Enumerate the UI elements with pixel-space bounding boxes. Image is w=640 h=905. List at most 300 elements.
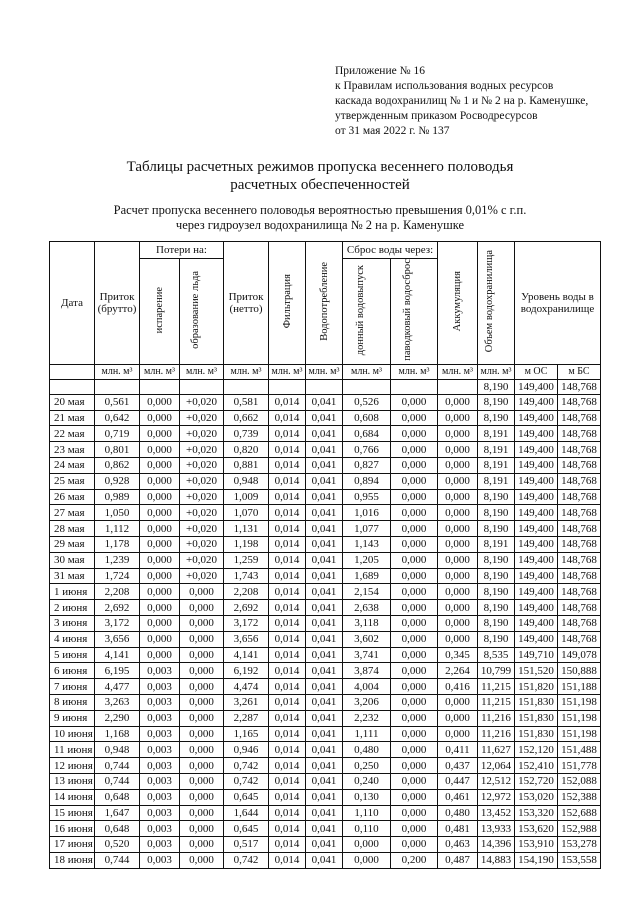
value-cell: 0,481 bbox=[438, 821, 478, 837]
value-cell: 0,000 bbox=[140, 552, 180, 568]
value-cell: 8,190 bbox=[478, 410, 515, 426]
value-cell: 149,400 bbox=[515, 521, 558, 537]
value-cell: 0,003 bbox=[140, 679, 180, 695]
value-cell: 0,000 bbox=[391, 442, 438, 458]
value-cell: 0,520 bbox=[95, 837, 140, 853]
value-cell: 0,000 bbox=[391, 410, 438, 426]
value-cell: 0,003 bbox=[140, 694, 180, 710]
bottom-outlet-label: донный водовыпуск bbox=[354, 264, 366, 355]
value-cell: 3,656 bbox=[224, 631, 269, 647]
unit-cell: млн. м³ bbox=[438, 364, 478, 379]
value-cell: 0,041 bbox=[306, 584, 343, 600]
value-cell: 1,110 bbox=[343, 805, 391, 821]
value-cell: 3,118 bbox=[343, 615, 391, 631]
col-header-losses: Потери на: bbox=[140, 242, 224, 259]
value-cell: 3,741 bbox=[343, 647, 391, 663]
value-cell: 0,581 bbox=[224, 394, 269, 410]
value-cell: 0,000 bbox=[140, 584, 180, 600]
value-cell: 0,000 bbox=[438, 552, 478, 568]
value-cell: 0,014 bbox=[269, 552, 306, 568]
value-cell: 0,946 bbox=[224, 742, 269, 758]
value-cell: 148,768 bbox=[558, 521, 601, 537]
value-cell: 2,287 bbox=[224, 710, 269, 726]
value-cell: 0,014 bbox=[269, 489, 306, 505]
table-row bbox=[50, 647, 601, 663]
value-cell: 0,744 bbox=[95, 773, 140, 789]
filtration-label: Фильтрация bbox=[281, 274, 293, 329]
value-cell: 0,003 bbox=[140, 821, 180, 837]
value-cell: 14,883 bbox=[478, 852, 515, 868]
value-cell: 12,064 bbox=[478, 758, 515, 774]
value-cell: 153,020 bbox=[515, 789, 558, 805]
value-cell: 8,190 bbox=[478, 631, 515, 647]
value-cell: 0,955 bbox=[343, 489, 391, 505]
value-cell: 0,437 bbox=[438, 758, 478, 774]
date-cell: 24 мая bbox=[50, 457, 95, 473]
value-cell: 0,000 bbox=[180, 789, 224, 805]
value-cell: 0,041 bbox=[306, 473, 343, 489]
value-cell: +0,020 bbox=[180, 505, 224, 521]
title-line-1: Таблицы расчетных режимов пропуска весеннего половодья bbox=[126, 159, 514, 175]
unit-cell: млн. м³ bbox=[391, 364, 438, 379]
value-cell: 4,004 bbox=[343, 679, 391, 695]
value-cell: 152,388 bbox=[558, 789, 601, 805]
value-cell: 0,000 bbox=[438, 710, 478, 726]
value-cell: 0,014 bbox=[269, 663, 306, 679]
value-cell: 152,088 bbox=[558, 773, 601, 789]
date-cell: 22 мая bbox=[50, 426, 95, 442]
table-row bbox=[50, 521, 601, 537]
value-cell: 1,077 bbox=[343, 521, 391, 537]
value-cell: 0,003 bbox=[140, 773, 180, 789]
value-cell: 153,558 bbox=[558, 852, 601, 868]
value-cell: 0,000 bbox=[391, 394, 438, 410]
value-cell: 8,190 bbox=[478, 521, 515, 537]
value-cell: 0,014 bbox=[269, 773, 306, 789]
blank-cell bbox=[95, 379, 140, 394]
value-cell: 0,000 bbox=[391, 837, 438, 853]
col-header-accumulation bbox=[438, 242, 478, 365]
col-header-inflow-gross: Приток (брутто) bbox=[95, 242, 140, 365]
value-cell: 0,041 bbox=[306, 663, 343, 679]
value-cell: 0,000 bbox=[391, 710, 438, 726]
value-cell: 0,000 bbox=[391, 773, 438, 789]
value-cell: 11,216 bbox=[478, 726, 515, 742]
spillway-label: паводковый водосброс bbox=[402, 259, 413, 361]
value-cell: 0,014 bbox=[269, 647, 306, 663]
date-cell: 23 мая bbox=[50, 442, 95, 458]
table-row bbox=[50, 663, 601, 679]
value-cell: 2,638 bbox=[343, 600, 391, 616]
value-cell: 149,400 bbox=[515, 568, 558, 584]
value-cell: 0,200 bbox=[391, 852, 438, 868]
value-cell: 0,014 bbox=[269, 600, 306, 616]
value-cell: 0,000 bbox=[438, 394, 478, 410]
value-cell: 148,768 bbox=[558, 410, 601, 426]
value-cell: 0,000 bbox=[438, 694, 478, 710]
value-cell: 0,003 bbox=[140, 710, 180, 726]
value-cell: 0,014 bbox=[269, 505, 306, 521]
units-row bbox=[50, 364, 601, 379]
value-cell: 8,190 bbox=[478, 552, 515, 568]
caption-line-2: через гидроузел водохранилища № 2 на р. Каменушке bbox=[175, 218, 465, 232]
value-cell: 0,041 bbox=[306, 442, 343, 458]
value-cell: 0,801 bbox=[95, 442, 140, 458]
value-cell: 0,517 bbox=[224, 837, 269, 853]
value-cell: 151,198 bbox=[558, 710, 601, 726]
value-cell: 0,000 bbox=[180, 742, 224, 758]
date-cell: 11 июня bbox=[50, 742, 95, 758]
value-cell: 148,768 bbox=[558, 442, 601, 458]
value-cell: 0,000 bbox=[180, 615, 224, 631]
date-cell: 4 июня bbox=[50, 631, 95, 647]
value-cell: 1,205 bbox=[343, 552, 391, 568]
value-cell: +0,020 bbox=[180, 442, 224, 458]
value-cell: 2,208 bbox=[224, 584, 269, 600]
value-cell: 148,768 bbox=[558, 584, 601, 600]
value-cell: 4,477 bbox=[95, 679, 140, 695]
value-cell: 153,320 bbox=[515, 805, 558, 821]
value-cell: 0,041 bbox=[306, 710, 343, 726]
value-cell: 0,447 bbox=[438, 773, 478, 789]
value-cell: 0,000 bbox=[391, 552, 438, 568]
evaporation-label: испарение bbox=[154, 286, 165, 334]
value-cell: 149,400 bbox=[515, 505, 558, 521]
date-cell: 10 июня bbox=[50, 726, 95, 742]
value-cell: 8,191 bbox=[478, 457, 515, 473]
value-cell: 0,000 bbox=[391, 457, 438, 473]
document-title bbox=[0, 158, 640, 194]
value-cell: 8,191 bbox=[478, 442, 515, 458]
value-cell: 0,000 bbox=[140, 615, 180, 631]
value-cell: 0,014 bbox=[269, 758, 306, 774]
initial-level-os: 149,400 bbox=[515, 379, 558, 394]
value-cell: 0,014 bbox=[269, 584, 306, 600]
value-cell: 0,416 bbox=[438, 679, 478, 695]
volume-label: Объем водохранилища bbox=[484, 250, 495, 353]
blank-cell bbox=[50, 379, 95, 394]
water-use-label: Водопотребление bbox=[318, 262, 330, 341]
value-cell: 0,014 bbox=[269, 837, 306, 853]
value-cell: 1,143 bbox=[343, 536, 391, 552]
value-cell: 0,250 bbox=[343, 758, 391, 774]
table-row bbox=[50, 837, 601, 853]
value-cell: 149,400 bbox=[515, 536, 558, 552]
value-cell: 149,400 bbox=[515, 457, 558, 473]
value-cell: 0,003 bbox=[140, 758, 180, 774]
value-cell: 0,948 bbox=[224, 473, 269, 489]
value-cell: 148,768 bbox=[558, 426, 601, 442]
value-cell: 0,000 bbox=[438, 426, 478, 442]
value-cell: 3,172 bbox=[224, 615, 269, 631]
value-cell: 0,014 bbox=[269, 521, 306, 537]
value-cell: 0,000 bbox=[391, 742, 438, 758]
value-cell: 0,000 bbox=[391, 821, 438, 837]
unit-cell: млн. м³ bbox=[478, 364, 515, 379]
date-cell: 30 мая bbox=[50, 552, 95, 568]
table-row bbox=[50, 758, 601, 774]
value-cell: 1,016 bbox=[343, 505, 391, 521]
value-cell: 3,261 bbox=[224, 694, 269, 710]
table-row bbox=[50, 821, 601, 837]
date-cell: 20 мая bbox=[50, 394, 95, 410]
value-cell: 0,000 bbox=[391, 584, 438, 600]
value-cell: 3,656 bbox=[95, 631, 140, 647]
value-cell: 0,000 bbox=[391, 663, 438, 679]
value-cell: 8,190 bbox=[478, 584, 515, 600]
value-cell: 0,000 bbox=[180, 852, 224, 868]
value-cell: 8,191 bbox=[478, 473, 515, 489]
value-cell: 151,198 bbox=[558, 726, 601, 742]
value-cell: 0,000 bbox=[438, 489, 478, 505]
unit-cell: млн. м³ bbox=[140, 364, 180, 379]
value-cell: 148,768 bbox=[558, 568, 601, 584]
value-cell: 0,862 bbox=[95, 457, 140, 473]
blank-cell bbox=[224, 379, 269, 394]
table-row bbox=[50, 773, 601, 789]
table-row bbox=[50, 710, 601, 726]
value-cell: 0,000 bbox=[140, 442, 180, 458]
appendix-line: Приложение № 16 bbox=[335, 65, 425, 77]
table-row bbox=[50, 852, 601, 868]
value-cell: 1,070 bbox=[224, 505, 269, 521]
ice-label: образование льда bbox=[189, 270, 201, 349]
value-cell: 0,003 bbox=[140, 663, 180, 679]
value-cell: 0,000 bbox=[180, 805, 224, 821]
value-cell: 8,190 bbox=[478, 568, 515, 584]
value-cell: 0,000 bbox=[180, 600, 224, 616]
value-cell: 14,396 bbox=[478, 837, 515, 853]
value-cell: 0,014 bbox=[269, 679, 306, 695]
value-cell: 0,041 bbox=[306, 726, 343, 742]
value-cell: 0,000 bbox=[391, 679, 438, 695]
table-row bbox=[50, 631, 601, 647]
value-cell: 0,000 bbox=[438, 600, 478, 616]
value-cell: 0,000 bbox=[180, 726, 224, 742]
value-cell: 8,190 bbox=[478, 489, 515, 505]
value-cell: 148,768 bbox=[558, 552, 601, 568]
date-cell: 29 мая bbox=[50, 536, 95, 552]
value-cell: 0,041 bbox=[306, 600, 343, 616]
value-cell: 0,000 bbox=[438, 615, 478, 631]
value-cell: 0,014 bbox=[269, 726, 306, 742]
table-row bbox=[50, 552, 601, 568]
value-cell: 0,463 bbox=[438, 837, 478, 853]
value-cell: 0,003 bbox=[140, 742, 180, 758]
value-cell: 4,141 bbox=[95, 647, 140, 663]
value-cell: 149,400 bbox=[515, 600, 558, 616]
value-cell: 0,041 bbox=[306, 821, 343, 837]
table-row bbox=[50, 442, 601, 458]
value-cell: 0,742 bbox=[224, 773, 269, 789]
value-cell: 13,452 bbox=[478, 805, 515, 821]
value-cell: 153,278 bbox=[558, 837, 601, 853]
value-cell: 148,768 bbox=[558, 489, 601, 505]
value-cell: 0,000 bbox=[343, 837, 391, 853]
value-cell: 0,000 bbox=[391, 536, 438, 552]
col-header-filtration bbox=[269, 242, 306, 365]
value-cell: 0,989 bbox=[95, 489, 140, 505]
value-cell: 148,768 bbox=[558, 394, 601, 410]
value-cell: 0,000 bbox=[180, 758, 224, 774]
value-cell: 0,739 bbox=[224, 426, 269, 442]
value-cell: 0,820 bbox=[224, 442, 269, 458]
table-row bbox=[50, 600, 601, 616]
value-cell: 152,988 bbox=[558, 821, 601, 837]
value-cell: 0,645 bbox=[224, 821, 269, 837]
value-cell: 11,627 bbox=[478, 742, 515, 758]
date-cell: 12 июня bbox=[50, 758, 95, 774]
table-row bbox=[50, 742, 601, 758]
value-cell: 0,000 bbox=[391, 600, 438, 616]
value-cell: 0,041 bbox=[306, 489, 343, 505]
value-cell: 0,014 bbox=[269, 410, 306, 426]
value-cell: 149,400 bbox=[515, 631, 558, 647]
unit-cell: млн. м³ bbox=[95, 364, 140, 379]
initial-level-bs: 148,768 bbox=[558, 379, 601, 394]
value-cell: 0,041 bbox=[306, 505, 343, 521]
value-cell: +0,020 bbox=[180, 394, 224, 410]
value-cell: 0,742 bbox=[224, 758, 269, 774]
value-cell: 0,000 bbox=[391, 726, 438, 742]
date-cell: 18 июня bbox=[50, 852, 95, 868]
value-cell: 3,602 bbox=[343, 631, 391, 647]
value-cell: 0,000 bbox=[343, 852, 391, 868]
value-cell: 0,000 bbox=[391, 647, 438, 663]
unit-cell: млн. м³ bbox=[269, 364, 306, 379]
value-cell: 149,400 bbox=[515, 394, 558, 410]
appendix-line: к Правилам использования водных ресурсов bbox=[335, 80, 554, 92]
table-row bbox=[50, 536, 601, 552]
value-cell: 0,041 bbox=[306, 852, 343, 868]
value-cell: 0,041 bbox=[306, 426, 343, 442]
col-header-water-use bbox=[306, 242, 343, 365]
caption-line-1: Расчет пропуска весеннего половодья вероятностью превышения 0,01% с г.п. bbox=[113, 203, 527, 217]
value-cell: 151,198 bbox=[558, 694, 601, 710]
value-cell: 0,000 bbox=[391, 489, 438, 505]
date-cell: 17 июня bbox=[50, 837, 95, 853]
value-cell: 0,608 bbox=[343, 410, 391, 426]
value-cell: 1,724 bbox=[95, 568, 140, 584]
value-cell: 0,041 bbox=[306, 521, 343, 537]
value-cell: 0,000 bbox=[391, 758, 438, 774]
initial-state-row bbox=[50, 379, 601, 394]
value-cell: 149,400 bbox=[515, 615, 558, 631]
appendix-line: утвержденным приказом Росводресурсов bbox=[335, 110, 538, 122]
value-cell: +0,020 bbox=[180, 410, 224, 426]
value-cell: 10,799 bbox=[478, 663, 515, 679]
value-cell: 0,014 bbox=[269, 694, 306, 710]
value-cell: 2,232 bbox=[343, 710, 391, 726]
table-row bbox=[50, 694, 601, 710]
value-cell: 0,014 bbox=[269, 426, 306, 442]
value-cell: 0,014 bbox=[269, 473, 306, 489]
value-cell: 0,000 bbox=[140, 489, 180, 505]
value-cell: 8,190 bbox=[478, 600, 515, 616]
date-cell: 6 июня bbox=[50, 663, 95, 679]
value-cell: 0,003 bbox=[140, 852, 180, 868]
value-cell: 8,535 bbox=[478, 647, 515, 663]
table-row bbox=[50, 489, 601, 505]
value-cell: 0,014 bbox=[269, 710, 306, 726]
value-cell: 0,480 bbox=[438, 805, 478, 821]
value-cell: 0,000 bbox=[391, 426, 438, 442]
value-cell: 1,689 bbox=[343, 568, 391, 584]
table-row bbox=[50, 584, 601, 600]
appendix-line: от 31 мая 2022 г. № 137 bbox=[335, 125, 450, 137]
value-cell: 0,041 bbox=[306, 694, 343, 710]
value-cell: 149,400 bbox=[515, 473, 558, 489]
value-cell: 0,487 bbox=[438, 852, 478, 868]
value-cell: 0,041 bbox=[306, 457, 343, 473]
table-row bbox=[50, 615, 601, 631]
value-cell: 1,050 bbox=[95, 505, 140, 521]
value-cell: 2,208 bbox=[95, 584, 140, 600]
date-cell: 7 июня bbox=[50, 679, 95, 695]
col-header-date: Дата bbox=[50, 242, 95, 365]
col-header-inflow-net: Приток (нетто) bbox=[224, 242, 269, 365]
value-cell: 151,488 bbox=[558, 742, 601, 758]
value-cell: 0,000 bbox=[180, 837, 224, 853]
value-cell: 0,744 bbox=[95, 758, 140, 774]
value-cell: 152,720 bbox=[515, 773, 558, 789]
unit-cell: млн. м³ bbox=[343, 364, 391, 379]
value-cell: 0,000 bbox=[438, 631, 478, 647]
value-cell: 8,191 bbox=[478, 426, 515, 442]
blank-cell bbox=[140, 379, 180, 394]
value-cell: 0,041 bbox=[306, 789, 343, 805]
value-cell: 1,259 bbox=[224, 552, 269, 568]
date-cell: 16 июня bbox=[50, 821, 95, 837]
value-cell: 149,400 bbox=[515, 442, 558, 458]
value-cell: 0,003 bbox=[140, 837, 180, 853]
value-cell: 0,000 bbox=[140, 426, 180, 442]
value-cell: 149,400 bbox=[515, 426, 558, 442]
col-header-ice bbox=[180, 259, 224, 365]
value-cell: 8,190 bbox=[478, 394, 515, 410]
value-cell: +0,020 bbox=[180, 489, 224, 505]
date-cell: 31 мая bbox=[50, 568, 95, 584]
value-cell: 151,830 bbox=[515, 726, 558, 742]
appendix-block bbox=[335, 64, 588, 139]
value-cell: 0,014 bbox=[269, 536, 306, 552]
value-cell: 0,000 bbox=[180, 679, 224, 695]
value-cell: 0,766 bbox=[343, 442, 391, 458]
value-cell: 2,692 bbox=[224, 600, 269, 616]
value-cell: 0,461 bbox=[438, 789, 478, 805]
value-cell: 0,881 bbox=[224, 457, 269, 473]
col-header-discharge: Сброс воды через: bbox=[343, 242, 438, 259]
value-cell: 0,041 bbox=[306, 773, 343, 789]
value-cell: 0,000 bbox=[180, 773, 224, 789]
value-cell: 0,000 bbox=[140, 473, 180, 489]
value-cell: +0,020 bbox=[180, 568, 224, 584]
value-cell: 0,000 bbox=[438, 584, 478, 600]
value-cell: 0,000 bbox=[391, 568, 438, 584]
date-cell: 25 мая bbox=[50, 473, 95, 489]
value-cell: 0,041 bbox=[306, 615, 343, 631]
value-cell: 0,000 bbox=[140, 394, 180, 410]
value-cell: 151,820 bbox=[515, 679, 558, 695]
value-cell: 0,014 bbox=[269, 852, 306, 868]
value-cell: 0,000 bbox=[140, 631, 180, 647]
value-cell: 0,744 bbox=[95, 852, 140, 868]
value-cell: 0,000 bbox=[140, 600, 180, 616]
value-cell: 152,410 bbox=[515, 758, 558, 774]
value-cell: 6,195 bbox=[95, 663, 140, 679]
value-cell: +0,020 bbox=[180, 552, 224, 568]
value-cell: 0,719 bbox=[95, 426, 140, 442]
